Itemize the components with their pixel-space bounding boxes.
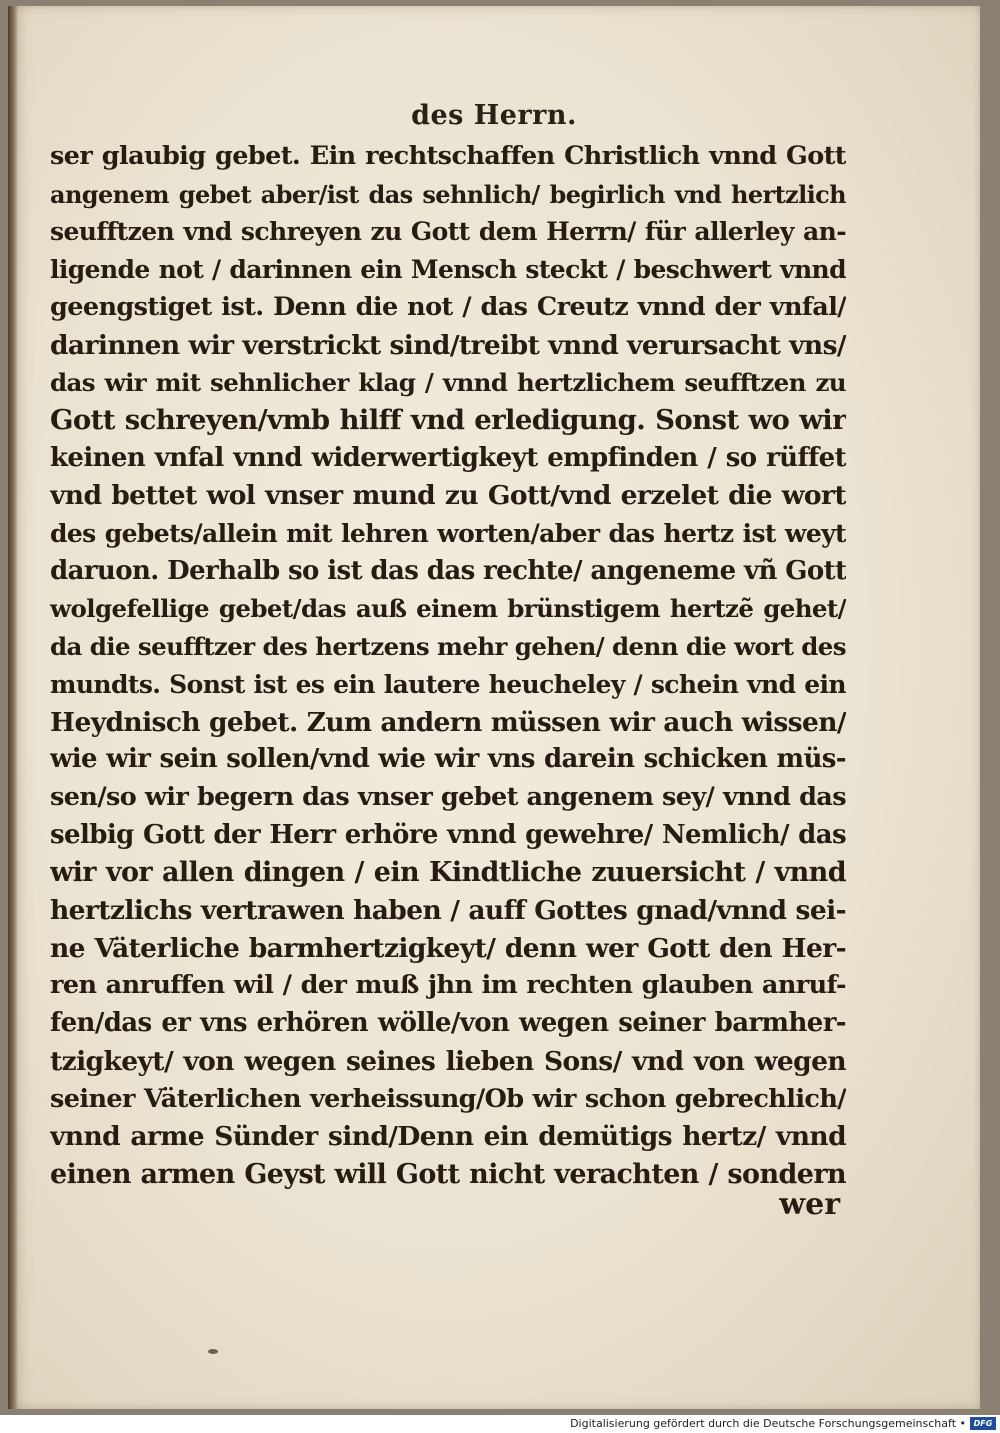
text-line: wir vor allen dingen / ein Kindtliche zuuersicht / vnnd bbox=[50, 857, 846, 889]
text-line: seiner Väterlichen verheissung/Ob wir schon gebrechlich/ bbox=[50, 1083, 846, 1114]
catchword: wer bbox=[779, 1187, 840, 1222]
text-line: keinen vnfal vnnd widerwertigkeyt empfinden / so rüffet bbox=[50, 442, 846, 473]
text-line: ligende not / darinnen ein Mensch steckt / beschwert vnnd bbox=[50, 255, 846, 285]
page-spine-shadow bbox=[8, 6, 18, 1409]
text-line: selbig Gott der Herr erhöre vnnd gewehre/ Nemlich/ das bbox=[50, 819, 846, 850]
text-line: wie wir sein sollen/vnd wie wir vns darein schicken müs- bbox=[50, 744, 846, 775]
text-line: tzigkeyt/ von wegen seines lieben Sons/ vnd von wegen bbox=[50, 1045, 846, 1077]
running-head: des Herrn. bbox=[411, 100, 577, 131]
text-line: seufftzen vnd schreyen zu Gott dem Herrn/ für allerley an- bbox=[50, 217, 846, 247]
text-line: Gott schreyen/vmb hilff vnd erledigung. Sonst wo wir bbox=[50, 403, 846, 436]
text-line: sen/so wir begern das vnser gebet angenem sey/ vnnd das bbox=[50, 781, 846, 812]
body-text bbox=[50, 138, 846, 1194]
text-line: darinnen wir verstrickt sind/treibt vnnd verursacht vns/ bbox=[50, 329, 846, 361]
text-line: das wir mit sehnlicher klag / vnnd hertzlichem seufftzen zu bbox=[50, 368, 846, 398]
text-line: ren anruffen wil / der muß jhn im rechten glauben anruf- bbox=[50, 970, 846, 1001]
text-line: des gebets/allein mit lehren worten/aber das hertz ist weyt bbox=[50, 519, 846, 549]
funding-credit: Digitalisierung gefördert durch die Deutsche Forschungsgemeinschaft • bbox=[570, 1417, 966, 1430]
text-line: vnnd arme Sünder sind/Denn ein demütigs hertz/ vnnd bbox=[50, 1121, 846, 1153]
dfg-logo: DFG bbox=[970, 1417, 996, 1430]
footer-bar bbox=[0, 1415, 1000, 1433]
text-line: angenem gebet aber/ist das sehnlich/ begirlich vnd hertzlich bbox=[50, 179, 846, 209]
text-line: ser glaubig gebet. Ein rechtschaffen Christlich vnnd Gott bbox=[50, 141, 846, 171]
ink-blot bbox=[208, 1349, 218, 1354]
book-page bbox=[8, 6, 980, 1409]
text-line: mundts. Sonst ist es ein lautere heucheley / schein vnd ein bbox=[50, 669, 846, 699]
text-line: daruon. Derhalb so ist das das rechte/ angeneme vñ Gott bbox=[50, 555, 846, 586]
text-line: ne Väterliche barmhertzigkeyt/ denn wer Gott den Her- bbox=[50, 932, 846, 964]
text-line: Heydnisch gebet. Zum andern müssen wir auch wissen/ bbox=[50, 706, 846, 738]
text-line: hertzlichs vertrawen haben / auff Gottes gnad/vnnd sei- bbox=[50, 895, 846, 927]
text-line: einen armen Geyst will Gott nicht verachten / sondern bbox=[50, 1158, 846, 1190]
text-line: fen/das er vns erhören wölle/von wegen seiner barmher- bbox=[50, 1008, 846, 1039]
text-line: vnd bettet wol vnser mund zu Gott/vnd erzelet die wort bbox=[50, 480, 846, 512]
text-line: geengstiget ist. Denn die not / das Creutz vnnd der vnfal/ bbox=[50, 291, 846, 322]
text-line: da die seufftzer des hertzens mehr gehen/ denn die wort des bbox=[50, 632, 846, 662]
text-line: wolgefellige gebet/das auß einem brünstigem hertzẽ gehet/ bbox=[50, 594, 846, 624]
